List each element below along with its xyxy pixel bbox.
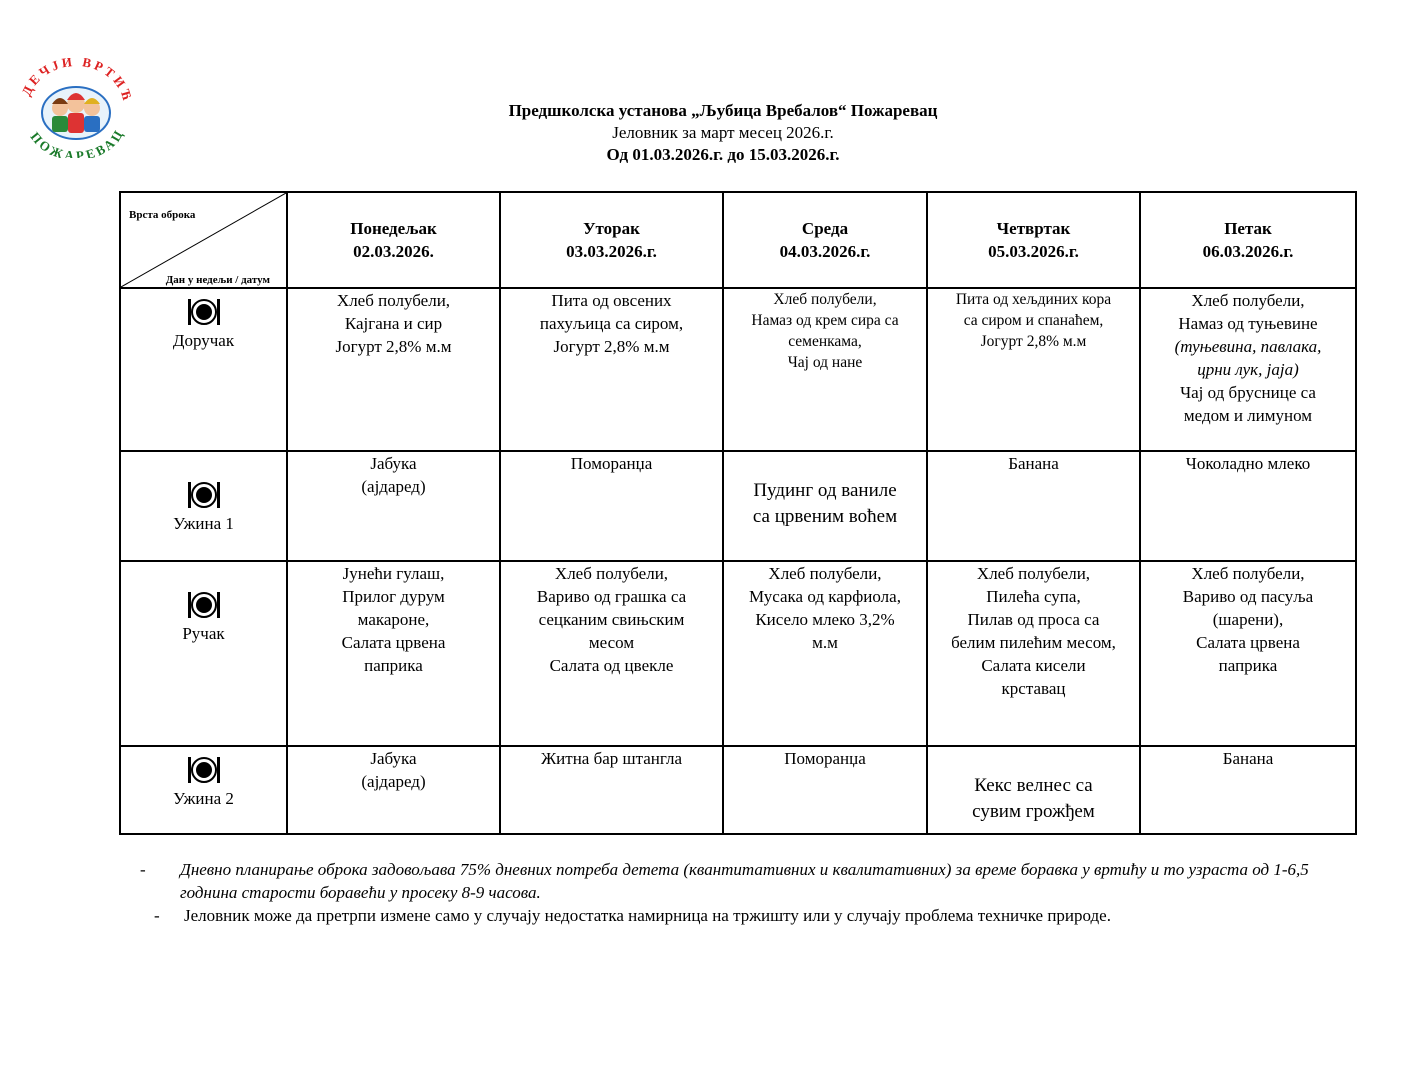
note-item	[140, 858, 1340, 904]
plate-cutlery-icon	[186, 590, 222, 620]
note-text: Дневно планирање оброка задовољава 75% дневних потреба детета (квантитативних и квалитативних) за време боравка у вртићу и то узраста од 1-6,5 годнина старости боравећи у просеку 8-9 часова.	[180, 860, 1309, 902]
menu-cell: Хлеб полубели, Намаз од туњевине (туњевина, павлака, црни лук, јаја) Чај од бруснице са медом и лимуном	[1140, 288, 1356, 451]
meal-label-cell	[120, 288, 287, 451]
menu-cell: Јунећи гулаш, Прилог дурум макароне, Салата црвена паприка	[287, 561, 500, 746]
day-name: Понедељак	[350, 219, 437, 238]
day-header-thu	[927, 192, 1140, 288]
menu-cell: Банана	[927, 451, 1140, 561]
day-header-wed	[723, 192, 927, 288]
day-name: Уторак	[583, 219, 640, 238]
menu-title: Јеловник за март месец 2026.г.	[612, 123, 834, 142]
menu-cell: Пита од хељдиних кора са сиром и спанаћем, Јогурт 2,8% м.м	[927, 288, 1140, 451]
plate-cutlery-icon	[186, 297, 222, 327]
plate-cutlery-icon	[186, 480, 222, 510]
meal-name: Доручак	[172, 331, 235, 350]
note-text: Јеловник може да претрпи измене само у случају недостатка намирница на тржишту или у случају проблема техничке природе.	[184, 906, 1111, 925]
day-name: Четвртак	[996, 219, 1071, 238]
menu-cell: Хлеб полубели, Намаз од крем сира са семенкама, Чај од нане	[723, 288, 927, 451]
menu-cell: Чоколадно млеко	[1140, 451, 1356, 561]
document-header	[0, 100, 1408, 166]
menu-cell: Пудинг од ваниле са црвеним воћем	[723, 451, 927, 561]
day-header-mon	[287, 192, 500, 288]
menu-cell: Хлеб полубели, Вариво од грашка са сецканим свињским месом Салата од цвекле	[500, 561, 723, 746]
menu-cell: Хлеб полубели, Пилећа супа, Пилав од проса са белим пилећим месом, Салата кисели крставац	[927, 561, 1140, 746]
day-header-tue	[500, 192, 723, 288]
menu-cell: Хлеб полубели, Вариво од пасуља (шарени), Салата црвена паприка	[1140, 561, 1356, 746]
menu-cell: Житна бар штангла	[500, 746, 723, 834]
meal-row-snack-1	[120, 451, 1356, 561]
meal-name: Ужина 2	[173, 789, 234, 808]
day-name: Петак	[1224, 219, 1272, 238]
day-header-fri	[1140, 192, 1356, 288]
day-date: 04.03.2026.г.	[779, 242, 871, 261]
corner-header	[120, 192, 287, 288]
day-date: 03.03.2026.г.	[566, 242, 657, 261]
meal-label-cell	[120, 746, 287, 834]
meal-label-cell	[120, 561, 287, 746]
logo-top-text: ДЕЧЈИ ВРТИЋ	[18, 58, 136, 105]
note-item	[140, 904, 1340, 927]
meal-row-breakfast	[120, 288, 1356, 451]
menu-cell: Хлеб полубели, Мусака од карфиола, Кисело млеко 3,2% м.м	[723, 561, 927, 746]
menu-cell: Поморанџа	[500, 451, 723, 561]
day-date: 02.03.2026.	[353, 242, 434, 261]
notes	[140, 858, 1340, 927]
day-date: 06.03.2026.г.	[1202, 242, 1294, 261]
meal-row-snack-2	[120, 746, 1356, 834]
corner-day-label: Дан у недељи / датум	[165, 274, 270, 286]
corner-meal-type-label: Врста оброка	[129, 209, 196, 221]
meal-label-cell	[120, 451, 287, 561]
menu-cell: Пита од овсених пахуљица са сиром, Јогурт 2,8% м.м	[500, 288, 723, 451]
menu-cell: Јабука (ајдаред)	[287, 746, 500, 834]
menu-table	[119, 191, 1357, 835]
meal-name: Ручак	[182, 624, 225, 643]
meal-name: Ужина 1	[173, 514, 234, 533]
note-dash: -	[140, 860, 146, 879]
corner-diagonal	[121, 193, 286, 287]
menu-cell: Хлеб полубели, Кајгана и сир Јогурт 2,8% м.м	[287, 288, 500, 451]
menu-cell: Кекс велнес са сувим грожђем	[927, 746, 1140, 834]
meal-row-lunch	[120, 561, 1356, 746]
menu-cell: Банана	[1140, 746, 1356, 834]
plate-cutlery-icon	[186, 755, 222, 785]
institution-name: Предшколска установа „Љубица Вребалов“ Пожаревац	[508, 101, 938, 120]
menu-cell: Поморанџа	[723, 746, 927, 834]
logo-bottom-text: ПОЖАРЕВАЦ	[27, 125, 128, 158]
day-name: Среда	[801, 219, 849, 238]
day-date: 05.03.2026.г.	[988, 242, 1079, 261]
note-dash: -	[154, 906, 160, 925]
menu-period: Од 01.03.2026.г. до 15.03.2026.г.	[606, 145, 840, 164]
menu-cell: Јабука (ајдаред)	[287, 451, 500, 561]
